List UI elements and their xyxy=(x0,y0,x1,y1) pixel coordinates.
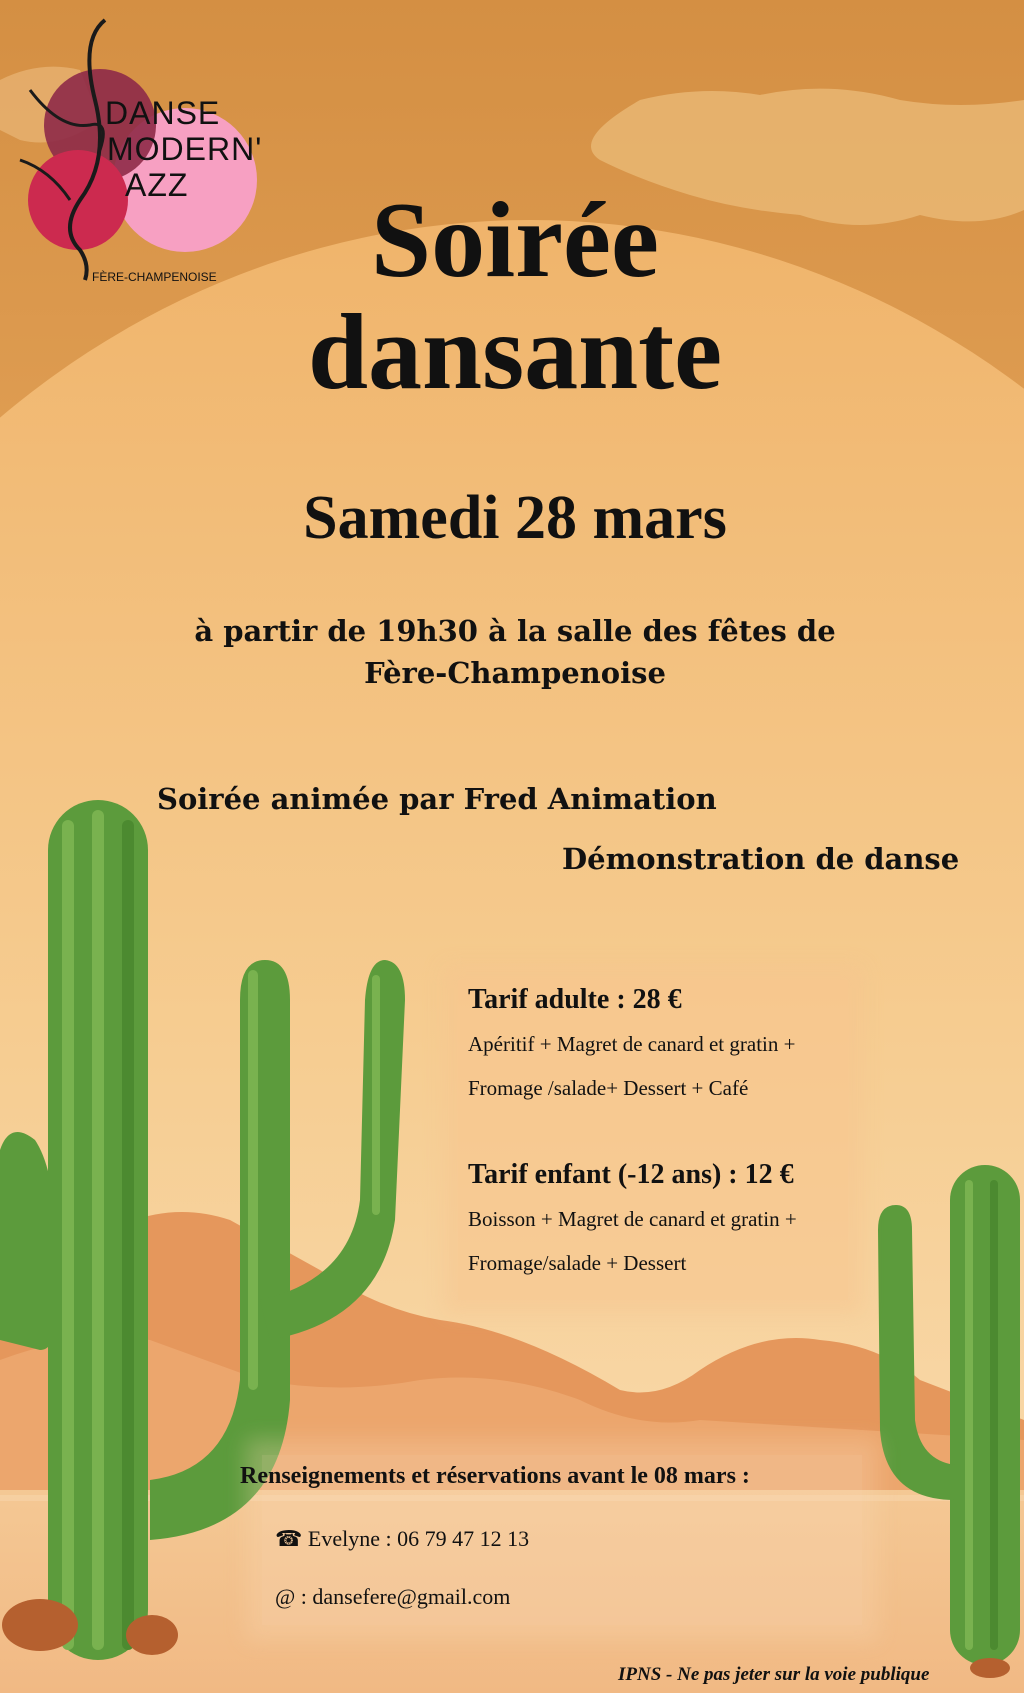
tarif-adulte-title: Tarif adulte : 28 € xyxy=(468,984,682,1015)
contact-phone[interactable]: Evelyne : 06 79 47 12 13 xyxy=(307,1526,530,1551)
event-location xyxy=(150,610,880,694)
location-line-2: Fère-Champenoise xyxy=(364,656,666,690)
event-date: Samedi 28 mars xyxy=(303,484,727,552)
contact-heading: Renseignements et réservations avant le 08 mars : xyxy=(240,1463,750,1489)
contact-phone-row xyxy=(275,1526,529,1552)
logo-line-2: MODERN' xyxy=(107,131,263,167)
phone-icon: ☎ xyxy=(275,1526,303,1551)
logo-line-3: AZZ xyxy=(125,167,189,203)
title-line-2: dansante xyxy=(307,293,723,412)
contact-email[interactable]: @ : dansefere@gmail.com xyxy=(275,1584,511,1609)
tarif-enfant-title: Tarif enfant (-12 ans) : 12 € xyxy=(468,1159,794,1190)
footer-notice: IPNS - Ne pas jeter sur la voie publique xyxy=(618,1664,930,1685)
location-line-1: à partir de 19h30 à la salle des fêtes de xyxy=(194,614,836,648)
logo-place: FÈRE-CHAMPENOISE xyxy=(92,270,217,284)
logo-line-1: DANSE xyxy=(105,95,221,131)
tarif-adulte-line-1: Apéritif + Magret de canard et gratin + xyxy=(468,1032,796,1056)
page-title xyxy=(150,181,880,412)
animation-text: Soirée animée par Fred Animation xyxy=(157,782,717,816)
tarif-list xyxy=(468,980,868,1285)
title-line-1: Soirée xyxy=(371,181,659,300)
tarif-enfant-line-1: Boisson + Magret de canard et gratin + xyxy=(468,1207,797,1231)
demonstration-text: Démonstration de danse xyxy=(562,842,960,876)
tarif-adulte-line-2: Fromage /salade+ Dessert + Café xyxy=(468,1076,749,1100)
tarif-enfant-line-2: Fromage/salade + Dessert xyxy=(468,1251,687,1275)
